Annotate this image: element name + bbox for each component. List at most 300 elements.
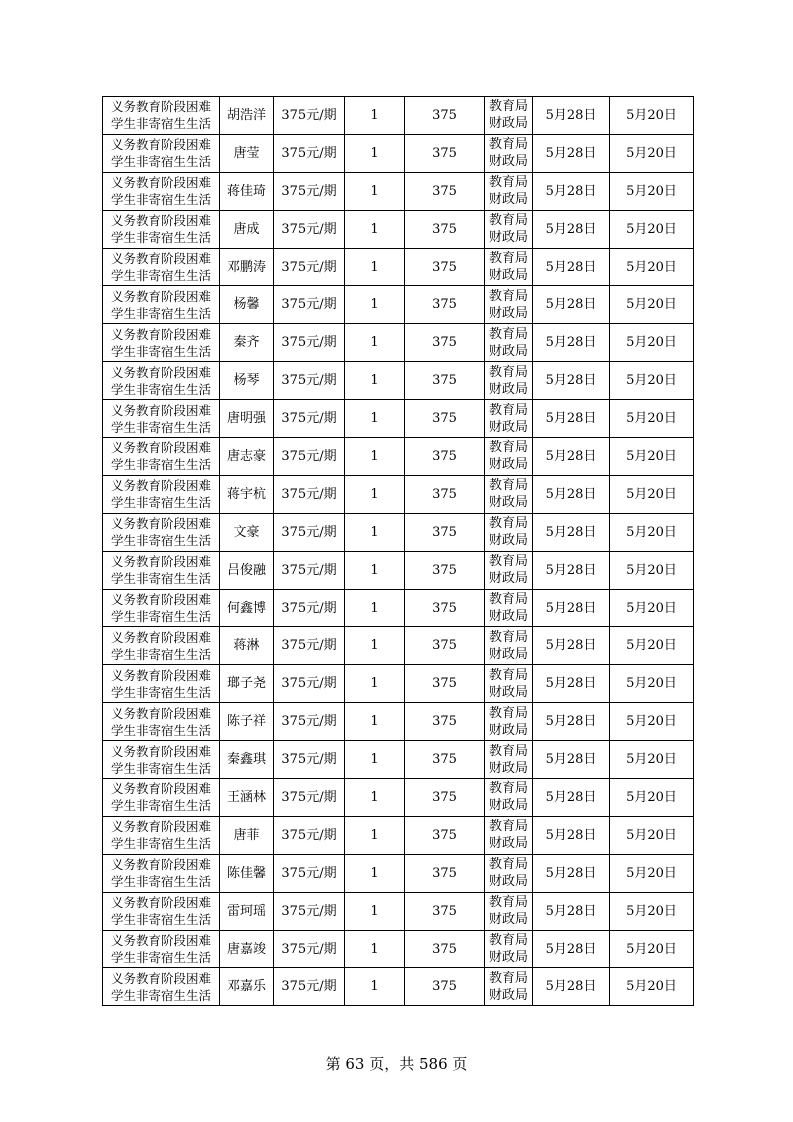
count-cell: 1 xyxy=(345,779,405,817)
project-line: 学生非寄宿生生活 xyxy=(110,268,211,283)
dept-cell xyxy=(485,930,533,968)
date-cell-2: 5月20日 xyxy=(610,400,694,438)
project-cell xyxy=(103,475,220,513)
dept-cell xyxy=(485,816,533,854)
dept-cell xyxy=(485,854,533,892)
name-cell: 吕俊融 xyxy=(220,551,274,589)
project-cell xyxy=(103,362,220,400)
dept-line: 教育局 xyxy=(488,402,528,418)
dept-line: 财政局 xyxy=(488,495,528,511)
project-cell xyxy=(103,248,220,286)
date-cell-1: 5月28日 xyxy=(533,134,610,172)
date-cell-1: 5月28日 xyxy=(533,703,610,741)
dept-line: 财政局 xyxy=(488,230,528,246)
project-line: 义务教育阶段困难 xyxy=(110,705,211,721)
name-cell: 文豪 xyxy=(220,513,274,551)
date-cell-2: 5月20日 xyxy=(610,892,694,930)
standard-cell: 375元/期 xyxy=(274,779,345,817)
dept-line: 财政局 xyxy=(488,533,528,549)
amount-cell: 375 xyxy=(405,968,485,1006)
dept-cell xyxy=(485,589,533,627)
dept-cell xyxy=(485,324,533,362)
amount-cell: 375 xyxy=(405,248,485,286)
project-line: 学生非寄宿生生活 xyxy=(110,609,211,625)
date-cell-2: 5月20日 xyxy=(610,665,694,703)
table-row xyxy=(103,438,694,476)
date-cell-1: 5月28日 xyxy=(533,97,610,135)
dept-cell xyxy=(485,475,533,513)
project-cell xyxy=(103,551,220,589)
standard-cell: 375元/期 xyxy=(274,324,345,362)
name-cell: 邓鹏涛 xyxy=(220,248,274,286)
date-cell-2: 5月20日 xyxy=(610,930,694,968)
project-line: 学生非寄宿生生活 xyxy=(110,116,211,132)
count-cell: 1 xyxy=(345,741,405,779)
name-cell: 秦鑫琪 xyxy=(220,741,274,779)
dept-line: 教育局 xyxy=(488,592,528,608)
date-cell-2: 5月20日 xyxy=(610,551,694,589)
dept-line: 财政局 xyxy=(488,305,528,321)
name-cell: 蒋佳琦 xyxy=(220,172,274,210)
amount-cell: 375 xyxy=(405,172,485,210)
date-cell-1: 5月28日 xyxy=(533,438,610,476)
standard-cell: 375元/期 xyxy=(274,627,345,665)
dept-cell xyxy=(485,286,533,324)
amount-cell: 375 xyxy=(405,854,485,892)
dept-cell xyxy=(485,134,533,172)
project-line: 义务教育阶段困难 xyxy=(110,251,211,266)
project-line: 义务教育阶段困难 xyxy=(110,516,211,532)
name-cell: 唐嘉竣 xyxy=(220,930,274,968)
project-line: 义务教育阶段困难 xyxy=(110,933,211,949)
name-cell: 胡浩洋 xyxy=(220,97,274,135)
name-cell: 秦齐 xyxy=(220,324,274,362)
project-line: 学生非寄宿生生活 xyxy=(110,836,211,852)
dept-line: 教育局 xyxy=(488,137,528,153)
amount-cell: 375 xyxy=(405,475,485,513)
table-row xyxy=(103,286,694,324)
project-cell xyxy=(103,210,220,248)
dept-line: 财政局 xyxy=(488,609,528,625)
count-cell: 1 xyxy=(345,438,405,476)
name-cell: 杨琴 xyxy=(220,362,274,400)
dept-cell xyxy=(485,551,533,589)
table-row xyxy=(103,703,694,741)
subsidy-table xyxy=(102,96,694,1006)
project-line: 义务教育阶段困难 xyxy=(110,326,211,342)
amount-cell: 375 xyxy=(405,324,485,362)
table-body xyxy=(103,97,694,1006)
project-line: 义务教育阶段困难 xyxy=(110,402,211,418)
amount-cell: 375 xyxy=(405,892,485,930)
project-cell xyxy=(103,513,220,551)
date-cell-1: 5月28日 xyxy=(533,779,610,817)
date-cell-2: 5月20日 xyxy=(610,589,694,627)
dept-line: 财政局 xyxy=(488,343,528,359)
dept-line: 财政局 xyxy=(488,381,528,397)
dept-line: 教育局 xyxy=(488,705,528,721)
dept-cell xyxy=(485,627,533,665)
table-row xyxy=(103,589,694,627)
name-cell: 唐菲 xyxy=(220,816,274,854)
project-line: 学生非寄宿生生活 xyxy=(110,874,211,890)
project-line: 学生非寄宿生生活 xyxy=(110,571,211,587)
dept-line: 教育局 xyxy=(488,175,528,191)
project-cell xyxy=(103,930,220,968)
project-line: 义务教育阶段困难 xyxy=(110,819,211,835)
date-cell-2: 5月20日 xyxy=(610,248,694,286)
project-line: 义务教育阶段困难 xyxy=(110,857,211,873)
dept-line: 财政局 xyxy=(488,571,528,587)
standard-cell: 375元/期 xyxy=(274,438,345,476)
standard-cell: 375元/期 xyxy=(274,362,345,400)
date-cell-1: 5月28日 xyxy=(533,400,610,438)
dept-line: 教育局 xyxy=(488,213,528,229)
amount-cell: 375 xyxy=(405,438,485,476)
count-cell: 1 xyxy=(345,172,405,210)
dept-line: 财政局 xyxy=(488,987,528,1003)
amount-cell: 375 xyxy=(405,362,485,400)
amount-cell: 375 xyxy=(405,513,485,551)
date-cell-1: 5月28日 xyxy=(533,741,610,779)
date-cell-2: 5月20日 xyxy=(610,97,694,135)
dept-line: 教育局 xyxy=(488,667,528,683)
project-cell xyxy=(103,665,220,703)
date-cell-1: 5月28日 xyxy=(533,362,610,400)
amount-cell: 375 xyxy=(405,97,485,135)
standard-cell: 375元/期 xyxy=(274,703,345,741)
amount-cell: 375 xyxy=(405,930,485,968)
dept-line: 教育局 xyxy=(488,251,528,266)
standard-cell: 375元/期 xyxy=(274,172,345,210)
project-cell xyxy=(103,816,220,854)
dept-line: 教育局 xyxy=(488,516,528,532)
dept-line: 教育局 xyxy=(488,895,528,911)
dept-line: 教育局 xyxy=(488,743,528,759)
date-cell-2: 5月20日 xyxy=(610,286,694,324)
dept-line: 财政局 xyxy=(488,154,528,170)
date-cell-1: 5月28日 xyxy=(533,513,610,551)
project-cell xyxy=(103,438,220,476)
date-cell-1: 5月28日 xyxy=(533,475,610,513)
standard-cell: 375元/期 xyxy=(274,97,345,135)
dept-line: 教育局 xyxy=(488,629,528,645)
count-cell: 1 xyxy=(345,400,405,438)
name-cell: 瑯子尧 xyxy=(220,665,274,703)
project-cell xyxy=(103,172,220,210)
dept-cell xyxy=(485,438,533,476)
amount-cell: 375 xyxy=(405,741,485,779)
name-cell: 杨馨 xyxy=(220,286,274,324)
project-line: 义务教育阶段困难 xyxy=(110,213,211,229)
table-row xyxy=(103,968,694,1006)
dept-line: 财政局 xyxy=(488,684,528,700)
count-cell: 1 xyxy=(345,892,405,930)
table-row xyxy=(103,741,694,779)
amount-cell: 375 xyxy=(405,703,485,741)
count-cell: 1 xyxy=(345,589,405,627)
standard-cell: 375元/期 xyxy=(274,741,345,779)
project-cell xyxy=(103,854,220,892)
standard-cell: 375元/期 xyxy=(274,210,345,248)
table-row xyxy=(103,665,694,703)
project-line: 义务教育阶段困难 xyxy=(110,554,211,570)
project-line: 学生非寄宿生生活 xyxy=(110,343,211,359)
date-cell-2: 5月20日 xyxy=(610,324,694,362)
name-cell: 王涵林 xyxy=(220,779,274,817)
date-cell-1: 5月28日 xyxy=(533,286,610,324)
date-cell-1: 5月28日 xyxy=(533,551,610,589)
date-cell-2: 5月20日 xyxy=(610,703,694,741)
date-cell-1: 5月28日 xyxy=(533,172,610,210)
dept-cell xyxy=(485,741,533,779)
dept-line: 财政局 xyxy=(488,798,528,814)
count-cell: 1 xyxy=(345,703,405,741)
dept-line: 财政局 xyxy=(488,912,528,928)
table-row xyxy=(103,475,694,513)
project-cell xyxy=(103,324,220,362)
amount-cell: 375 xyxy=(405,400,485,438)
dept-cell xyxy=(485,97,533,135)
standard-cell: 375元/期 xyxy=(274,400,345,438)
dept-line: 教育局 xyxy=(488,288,528,304)
project-line: 学生非寄宿生生活 xyxy=(110,457,211,473)
amount-cell: 375 xyxy=(405,551,485,589)
project-line: 义务教育阶段困难 xyxy=(110,895,211,911)
dept-line: 财政局 xyxy=(488,646,528,662)
name-cell: 唐志豪 xyxy=(220,438,274,476)
dept-cell xyxy=(485,210,533,248)
dept-line: 财政局 xyxy=(488,874,528,890)
table-row xyxy=(103,324,694,362)
dept-cell xyxy=(485,665,533,703)
date-cell-2: 5月20日 xyxy=(610,779,694,817)
dept-line: 财政局 xyxy=(488,950,528,966)
date-cell-2: 5月20日 xyxy=(610,134,694,172)
dept-cell xyxy=(485,968,533,1006)
date-cell-1: 5月28日 xyxy=(533,968,610,1006)
table-row xyxy=(103,400,694,438)
table-row xyxy=(103,816,694,854)
project-line: 学生非寄宿生生活 xyxy=(110,987,211,1003)
project-cell xyxy=(103,286,220,324)
count-cell: 1 xyxy=(345,665,405,703)
table-row xyxy=(103,779,694,817)
date-cell-1: 5月28日 xyxy=(533,665,610,703)
amount-cell: 375 xyxy=(405,589,485,627)
amount-cell: 375 xyxy=(405,627,485,665)
name-cell: 蒋宇杭 xyxy=(220,475,274,513)
project-cell xyxy=(103,134,220,172)
project-line: 学生非寄宿生生活 xyxy=(110,760,211,776)
count-cell: 1 xyxy=(345,513,405,551)
dept-cell xyxy=(485,172,533,210)
table-row xyxy=(103,134,694,172)
project-line: 学生非寄宿生生活 xyxy=(110,950,211,966)
dept-line: 教育局 xyxy=(488,99,528,115)
page-footer: 第 63 页，共 586 页 xyxy=(325,1055,468,1073)
count-cell: 1 xyxy=(345,551,405,589)
dept-line: 教育局 xyxy=(488,933,528,949)
project-line: 义务教育阶段困难 xyxy=(110,781,211,797)
date-cell-2: 5月20日 xyxy=(610,362,694,400)
date-cell-2: 5月20日 xyxy=(610,854,694,892)
project-line: 学生非寄宿生生活 xyxy=(110,912,211,928)
count-cell: 1 xyxy=(345,324,405,362)
standard-cell: 375元/期 xyxy=(274,248,345,286)
dept-cell xyxy=(485,248,533,286)
dept-line: 财政局 xyxy=(488,836,528,852)
table-row xyxy=(103,930,694,968)
project-line: 学生非寄宿生生活 xyxy=(110,305,211,321)
name-cell: 雷珂瑶 xyxy=(220,892,274,930)
project-cell xyxy=(103,892,220,930)
standard-cell: 375元/期 xyxy=(274,475,345,513)
name-cell: 何鑫博 xyxy=(220,589,274,627)
project-cell xyxy=(103,589,220,627)
count-cell: 1 xyxy=(345,286,405,324)
standard-cell: 375元/期 xyxy=(274,551,345,589)
dept-cell xyxy=(485,703,533,741)
dept-cell xyxy=(485,513,533,551)
dept-cell xyxy=(485,892,533,930)
date-cell-2: 5月20日 xyxy=(610,968,694,1006)
project-cell xyxy=(103,97,220,135)
date-cell-1: 5月28日 xyxy=(533,589,610,627)
amount-cell: 375 xyxy=(405,665,485,703)
dept-line: 教育局 xyxy=(488,364,528,380)
date-cell-1: 5月28日 xyxy=(533,892,610,930)
project-line: 学生非寄宿生生活 xyxy=(110,230,211,246)
date-cell-2: 5月20日 xyxy=(610,627,694,665)
standard-cell: 375元/期 xyxy=(274,589,345,627)
dept-line: 教育局 xyxy=(488,440,528,456)
name-cell: 邓嘉乐 xyxy=(220,968,274,1006)
project-cell xyxy=(103,968,220,1006)
standard-cell: 375元/期 xyxy=(274,892,345,930)
project-line: 义务教育阶段困难 xyxy=(110,743,211,759)
amount-cell: 375 xyxy=(405,134,485,172)
project-line: 学生非寄宿生生活 xyxy=(110,684,211,700)
table-row xyxy=(103,248,694,286)
standard-cell: 375元/期 xyxy=(274,854,345,892)
name-cell: 蒋淋 xyxy=(220,627,274,665)
count-cell: 1 xyxy=(345,97,405,135)
count-cell: 1 xyxy=(345,475,405,513)
dept-line: 教育局 xyxy=(488,781,528,797)
count-cell: 1 xyxy=(345,627,405,665)
table-row xyxy=(103,892,694,930)
name-cell: 唐明强 xyxy=(220,400,274,438)
date-cell-1: 5月28日 xyxy=(533,324,610,362)
name-cell: 唐莹 xyxy=(220,134,274,172)
dept-cell xyxy=(485,362,533,400)
count-cell: 1 xyxy=(345,210,405,248)
date-cell-2: 5月20日 xyxy=(610,475,694,513)
date-cell-2: 5月20日 xyxy=(610,210,694,248)
count-cell: 1 xyxy=(345,930,405,968)
count-cell: 1 xyxy=(345,816,405,854)
project-line: 学生非寄宿生生活 xyxy=(110,381,211,397)
standard-cell: 375元/期 xyxy=(274,930,345,968)
date-cell-1: 5月28日 xyxy=(533,248,610,286)
dept-line: 财政局 xyxy=(488,457,528,473)
project-line: 义务教育阶段困难 xyxy=(110,667,211,683)
dept-line: 教育局 xyxy=(488,970,528,986)
table-row xyxy=(103,172,694,210)
date-cell-1: 5月28日 xyxy=(533,930,610,968)
table-row xyxy=(103,513,694,551)
date-cell-2: 5月20日 xyxy=(610,816,694,854)
amount-cell: 375 xyxy=(405,286,485,324)
count-cell: 1 xyxy=(345,362,405,400)
date-cell-1: 5月28日 xyxy=(533,210,610,248)
name-cell: 陈佳馨 xyxy=(220,854,274,892)
amount-cell: 375 xyxy=(405,210,485,248)
standard-cell: 375元/期 xyxy=(274,968,345,1006)
standard-cell: 375元/期 xyxy=(274,816,345,854)
dept-line: 财政局 xyxy=(488,760,528,776)
project-cell xyxy=(103,627,220,665)
dept-line: 教育局 xyxy=(488,478,528,494)
date-cell-2: 5月20日 xyxy=(610,513,694,551)
dept-line: 教育局 xyxy=(488,819,528,835)
amount-cell: 375 xyxy=(405,779,485,817)
project-line: 义务教育阶段困难 xyxy=(110,592,211,608)
table-row xyxy=(103,627,694,665)
dept-line: 教育局 xyxy=(488,554,528,570)
table-row xyxy=(103,97,694,135)
project-cell xyxy=(103,703,220,741)
count-cell: 1 xyxy=(345,968,405,1006)
dept-line: 教育局 xyxy=(488,326,528,342)
table-row xyxy=(103,551,694,589)
project-line: 学生非寄宿生生活 xyxy=(110,419,211,435)
project-line: 义务教育阶段困难 xyxy=(110,478,211,494)
project-line: 学生非寄宿生生活 xyxy=(110,646,211,662)
count-cell: 1 xyxy=(345,248,405,286)
project-line: 义务教育阶段困难 xyxy=(110,970,211,986)
date-cell-1: 5月28日 xyxy=(533,854,610,892)
project-cell xyxy=(103,400,220,438)
project-cell xyxy=(103,741,220,779)
project-line: 义务教育阶段困难 xyxy=(110,288,211,304)
dept-line: 教育局 xyxy=(488,857,528,873)
date-cell-2: 5月20日 xyxy=(610,172,694,210)
date-cell-2: 5月20日 xyxy=(610,741,694,779)
project-line: 学生非寄宿生生活 xyxy=(110,533,211,549)
standard-cell: 375元/期 xyxy=(274,134,345,172)
name-cell: 唐成 xyxy=(220,210,274,248)
count-cell: 1 xyxy=(345,134,405,172)
dept-line: 财政局 xyxy=(488,116,528,132)
project-line: 学生非寄宿生生活 xyxy=(110,495,211,511)
project-line: 义务教育阶段困难 xyxy=(110,137,211,153)
project-line: 义务教育阶段困难 xyxy=(110,440,211,456)
project-line: 义务教育阶段困难 xyxy=(110,99,211,115)
project-line: 义务教育阶段困难 xyxy=(110,629,211,645)
project-line: 学生非寄宿生生活 xyxy=(110,192,211,208)
dept-line: 财政局 xyxy=(488,268,528,283)
amount-cell: 375 xyxy=(405,816,485,854)
dept-line: 财政局 xyxy=(488,419,528,435)
dept-cell xyxy=(485,400,533,438)
count-cell: 1 xyxy=(345,854,405,892)
dept-cell xyxy=(485,779,533,817)
table-row xyxy=(103,210,694,248)
table-row xyxy=(103,362,694,400)
project-line: 学生非寄宿生生活 xyxy=(110,154,211,170)
